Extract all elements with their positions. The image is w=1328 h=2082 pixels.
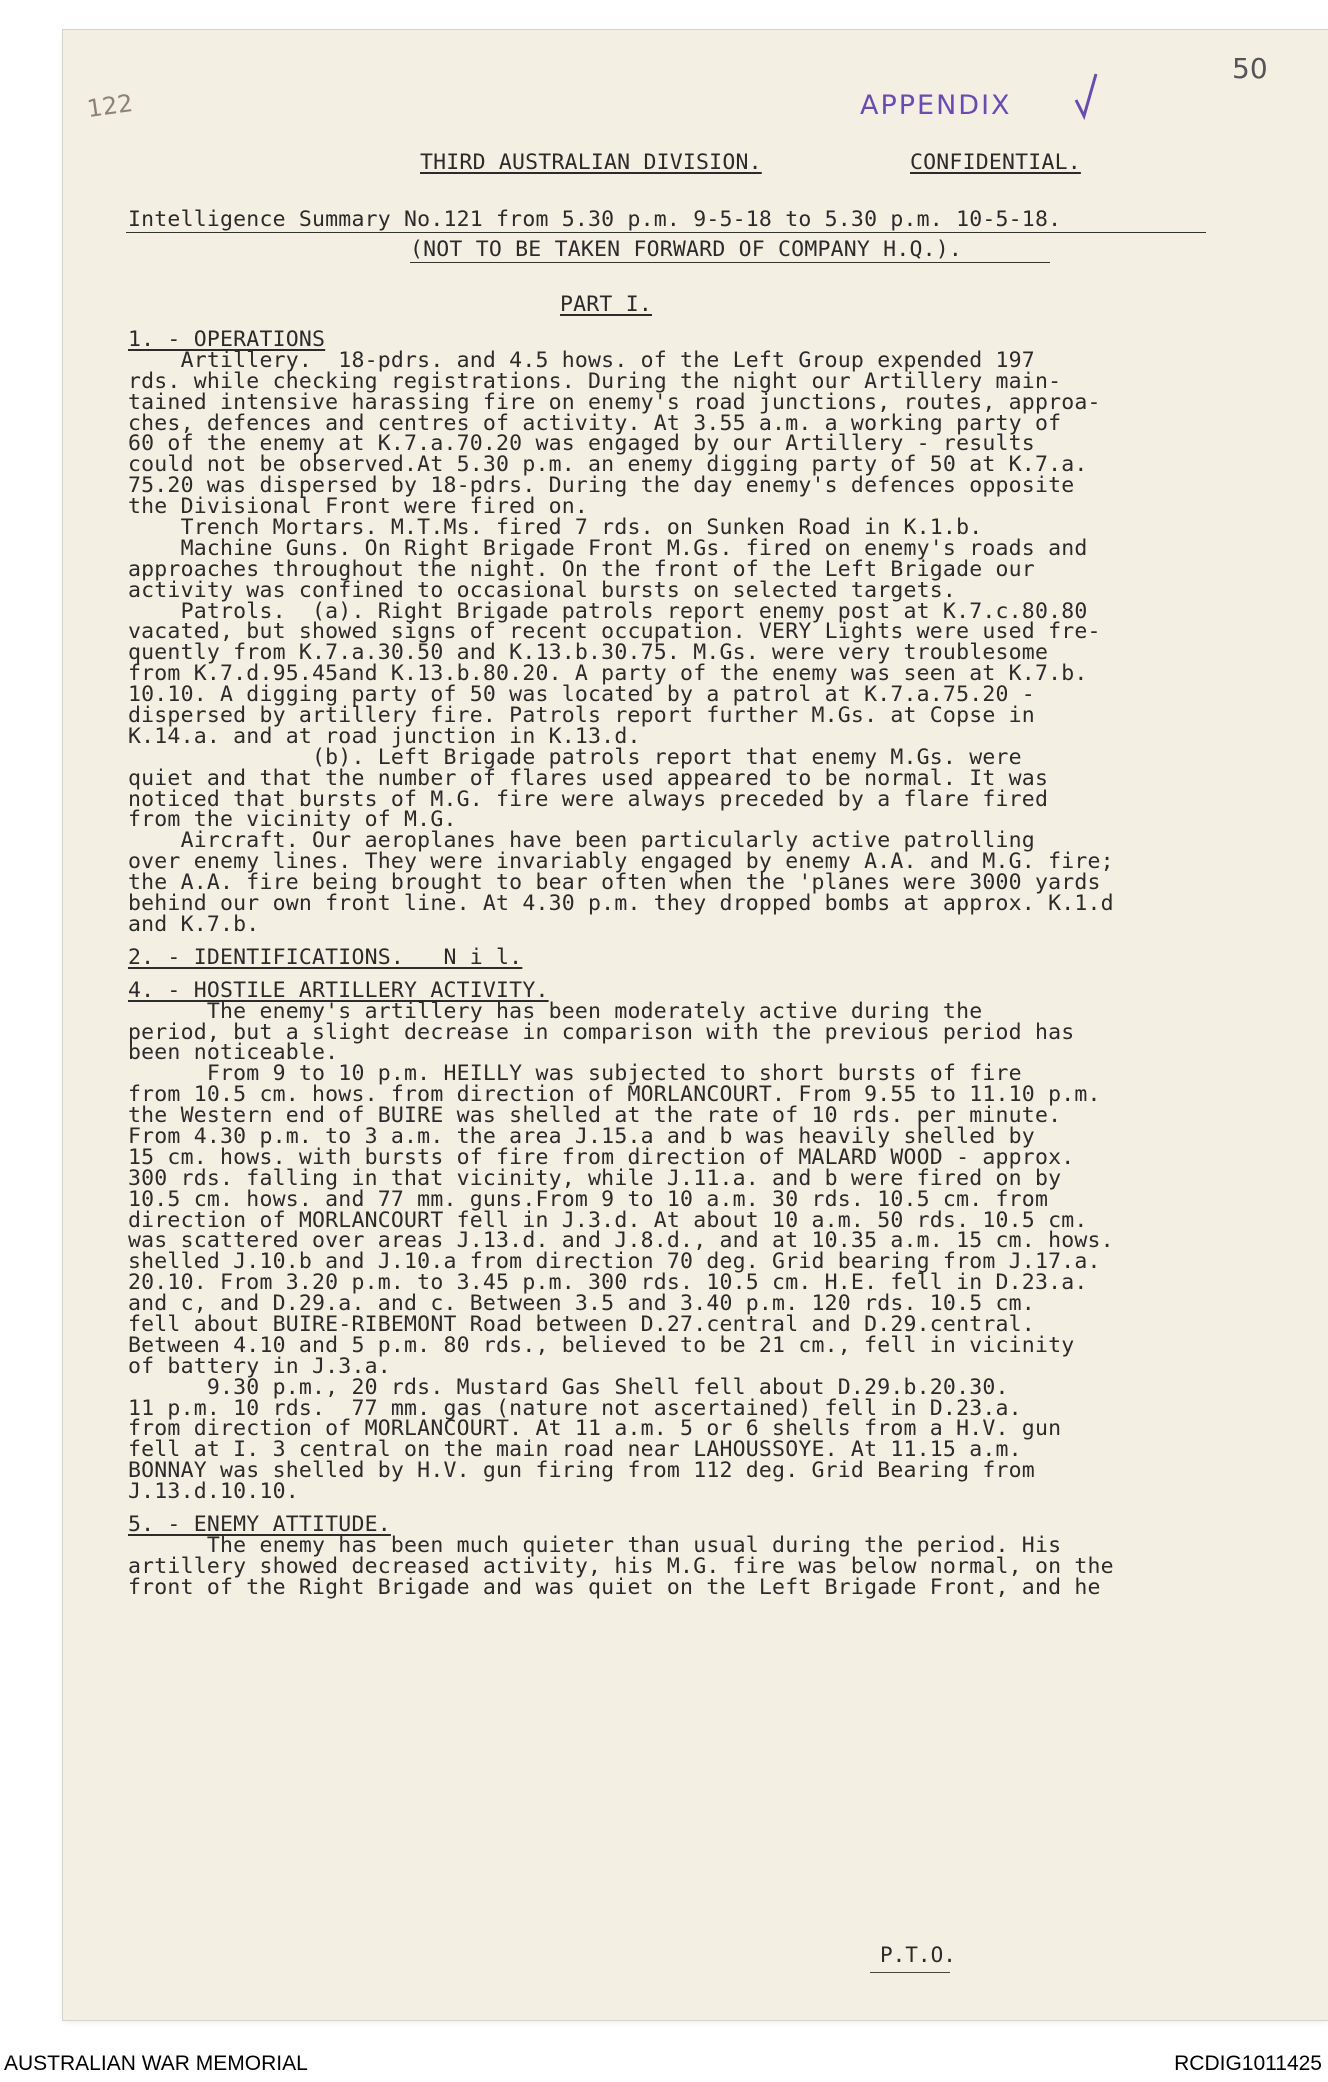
report-line: Patrols. (a). Right Brigade patrols report enemy post at K.7.c.80.80 bbox=[128, 598, 1088, 624]
report-line: BONNAY was shelled by H.V. gun firing from 112 deg. Grid Bearing from bbox=[128, 1458, 1035, 1484]
report-line: quently from K.7.a.30.50 and K.13.b.30.75. M.Gs. were very troublesome bbox=[128, 640, 1049, 666]
report-line: the Divisional Front were fired on. bbox=[128, 494, 589, 520]
please-turn-over: P.T.O. bbox=[880, 1943, 956, 1967]
report-line: from K.7.d.95.45and K.13.b.80.20. A party of the enemy was seen at K.7.b. bbox=[128, 661, 1088, 687]
report-line: Aircraft. Our aeroplanes have been particularly active patrolling bbox=[128, 828, 1035, 854]
report-line: shelled J.10.b and J.10.a from direction 70 deg. Grid bearing from J.17.a. bbox=[128, 1249, 1101, 1275]
report-line: ches, defences and centres of activity. At 3.55 a.m. a working party of bbox=[128, 410, 1062, 436]
margin-number: 122 bbox=[85, 88, 135, 124]
pto-underline bbox=[870, 1972, 950, 1973]
report-line: 9.30 p.m., 20 rds. Mustard Gas Shell fell about D.29.b.20.30. bbox=[128, 1374, 1009, 1400]
division-title: THIRD AUSTRALIAN DIVISION. bbox=[420, 150, 762, 175]
report-line: K.14.a. and at road junction in K.13.d. bbox=[128, 723, 641, 749]
report-line: direction of MORLANCOURT fell in J.3.d. At about 10 a.m. 50 rds. 10.5 cm. bbox=[128, 1207, 1088, 1233]
report-line: From 9 to 10 p.m. HEILLY was subjected to short bursts of fire bbox=[128, 1061, 1022, 1087]
report-line: activity was confined to occasional bursts on selected targets. bbox=[128, 577, 957, 603]
report-line: of battery in J.3.a. bbox=[128, 1353, 391, 1379]
report-line: fell at I. 3 central on the main road near LAHOUSSOYE. At 11.15 a.m. bbox=[128, 1437, 1022, 1463]
report-line: Artillery. 18-pdrs. and 4.5 hows. of the Left Group expended 197 bbox=[128, 347, 1035, 373]
report-line: artillery showed decreased activity, his M.G. fire was below normal, on the bbox=[128, 1553, 1114, 1579]
report-line: 10.10. A digging party of 50 was located by a patrol at K.7.a.75.20 - bbox=[128, 682, 1035, 708]
section-heading: 4. - HOSTILE ARTILLERY ACTIVITY. bbox=[128, 977, 549, 1003]
report-line: 20.10. From 3.20 p.m. to 3.45 p.m. 300 rds. 10.5 cm. H.E. fell in D.23.a. bbox=[128, 1270, 1088, 1296]
report-line: quiet and that the number of flares used appeared to be normal. It was bbox=[128, 765, 1049, 791]
section-heading: 2. - IDENTIFICATIONS. N i l. bbox=[128, 944, 523, 970]
report-line: from direction of MORLANCOURT. At 11 a.m. 5 or 6 shells from a H.V. gun bbox=[128, 1416, 1062, 1442]
restriction-note: (NOT TO BE TAKEN FORWARD OF COMPANY H.Q.). bbox=[410, 237, 963, 262]
report-line: 10.5 cm. hows. and 77 mm. guns.From 9 to 10 a.m. 30 rds. 10.5 cm. from bbox=[128, 1186, 1049, 1212]
report-line: front of the Right Brigade and was quiet on the Left Brigade Front, and he bbox=[128, 1574, 1101, 1600]
report-line: Machine Guns. On Right Brigade Front M.Gs. fired on enemy's roads and bbox=[128, 535, 1088, 561]
report-line: 75.20 was dispersed by 18-pdrs. During the day enemy's defences opposite bbox=[128, 473, 1075, 499]
section-heading: 1. - OPERATIONS bbox=[128, 327, 326, 352]
report-line: the Western end of BUIRE was shelled at the rate of 10 rds. per minute. bbox=[128, 1103, 1062, 1129]
report-line: period, but a slight decrease in comparison with the previous period has bbox=[128, 1019, 1075, 1045]
report-line: J.13.d.10.10. bbox=[128, 1479, 299, 1505]
report-line: from the vicinity of M.G. bbox=[128, 807, 457, 833]
report-line: been noticeable. bbox=[128, 1040, 339, 1066]
restriction-underline bbox=[410, 262, 1050, 263]
report-line: fell about BUIRE-RIBEMONT Road between D.27.central and D.29.central. bbox=[128, 1311, 1035, 1337]
report-line: The enemy has been much quieter than usual during the period. His bbox=[128, 1532, 1062, 1558]
report-line: 300 rds. falling in that vicinity, while J.11.a. and b were fired on by bbox=[128, 1165, 1062, 1191]
page-number: 50 bbox=[1232, 52, 1268, 85]
report-line: approaches throughout the night. On the front of the Left Brigade our bbox=[128, 556, 1035, 582]
summary-line: Intelligence Summary No.121 from 5.30 p.m. 9-5-18 to 5.30 p.m. 10-5-18. bbox=[128, 207, 1062, 232]
report-line: noticed that bursts of M.G. fire were always preceded by a flare fired bbox=[128, 786, 1049, 812]
appendix-stamp: APPENDIX bbox=[860, 90, 1012, 121]
checkmark-icon bbox=[1072, 70, 1100, 122]
report-line: dispersed by artillery fire. Patrols report further M.Gs. at Copse in bbox=[128, 703, 1035, 729]
report-line: tained intensive harassing fire on enemy's road junctions, routes, approa- bbox=[128, 389, 1101, 415]
report-line: and K.7.b. bbox=[128, 911, 260, 937]
report-line: and c, and D.29.a. and c. Between 3.5 and 3.40 p.m. 120 rds. 10.5 cm. bbox=[128, 1291, 1035, 1317]
report-line: Between 4.10 and 5 p.m. 80 rds., believed to be 21 cm., fell in vicinity bbox=[128, 1332, 1075, 1358]
report-line: was scattered over areas J.13.d. and J.8.d., and at 10.35 a.m. 15 cm. hows. bbox=[128, 1228, 1114, 1254]
report-line: from 10.5 cm. hows. from direction of MORLANCOURT. From 9.55 to 11.10 p.m. bbox=[128, 1082, 1101, 1108]
report-line: 15 cm. hows. with bursts of fire from direction of MALARD WOOD - approx. bbox=[128, 1144, 1075, 1170]
section-heading: 5. - ENEMY ATTITUDE. bbox=[128, 1511, 391, 1537]
report-line: From 4.30 p.m. to 3 a.m. the area J.15.a and b was heavily shelled by bbox=[128, 1123, 1035, 1149]
report-line: could not be observed.At 5.30 p.m. an enemy digging party of 50 at K.7.a. bbox=[128, 452, 1088, 478]
report-line: vacated, but showed signs of recent occupation. VERY Lights were used fre- bbox=[128, 619, 1101, 645]
report-line: 60 of the enemy at K.7.a.70.20 was engaged by our Artillery - results bbox=[128, 431, 1035, 457]
report-line: rds. while checking registrations. During the night our Artillery main- bbox=[128, 368, 1062, 394]
report-line: behind our own front line. At 4.30 p.m. they dropped bombs at approx. K.1.d bbox=[128, 891, 1114, 917]
part-heading: PART I. bbox=[560, 292, 653, 317]
report-line: Trench Mortars. M.T.Ms. fired 7 rds. on Sunken Road in K.1.b. bbox=[128, 515, 983, 541]
archive-reference: RCDIG1011425 bbox=[1174, 2052, 1322, 2075]
report-line: over enemy lines. They were invariably engaged by enemy A.A. and M.G. fire; bbox=[128, 849, 1114, 875]
classification-label: CONFIDENTIAL. bbox=[910, 150, 1081, 175]
report-body bbox=[128, 327, 1114, 1600]
archive-credit: AUSTRALIAN WAR MEMORIAL bbox=[4, 2052, 308, 2075]
report-line: The enemy's artillery has been moderately active during the bbox=[128, 998, 983, 1024]
report-line: 11 p.m. 10 rds. 77 mm. gas (nature not ascertained) fell in D.23.a. bbox=[128, 1395, 1022, 1421]
report-line: (b). Left Brigade patrols report that enemy M.Gs. were bbox=[128, 744, 1022, 770]
summary-underline bbox=[126, 232, 1206, 233]
report-line: the A.A. fire being brought to bear often when the 'planes were 3000 yards bbox=[128, 870, 1101, 896]
